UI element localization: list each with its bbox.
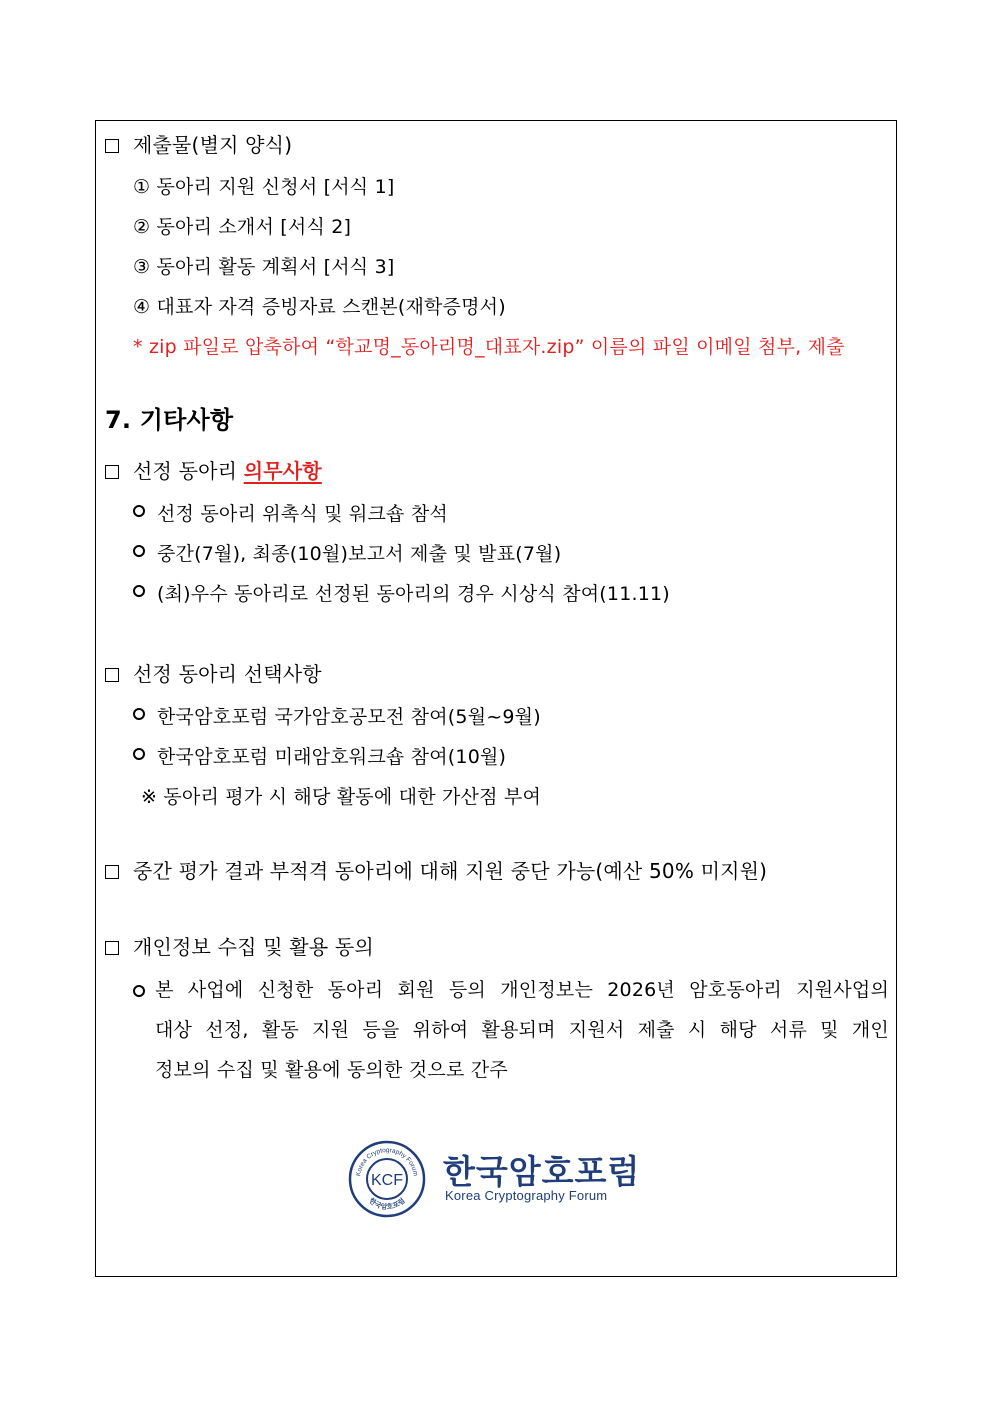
logo-name-en: Korea Cryptography Forum <box>445 1188 608 1203</box>
list-item: 중간(7월), 최종(10월)보고서 제출 및 발표(7월) <box>133 542 561 566</box>
content-frame <box>95 120 897 1277</box>
bullet-circle-icon <box>133 505 145 517</box>
midterm-line: 중간 평가 결과 부적격 동아리에 대해 지원 중단 가능(예산 50% 미지원) <box>105 859 767 883</box>
bullet-circle-icon <box>133 748 145 760</box>
list-item: (최)우수 동아리로 선정된 동아리의 경우 시상식 참여(11.11) <box>133 582 670 606</box>
seal-ring-top: Korea Cryptography Forum <box>355 1146 419 1177</box>
privacy-line: 본 사업에 신청한 동아리 회원 등의 개인정보는 2026년 암호동아리 지원사업의 <box>155 979 889 1001</box>
kcf-logo <box>348 1140 648 1218</box>
section-heading: 7. 기타사항 <box>105 406 234 434</box>
submission-item: ② 동아리 소개서 [서식 2] <box>133 216 352 238</box>
submission-item: ③ 동아리 활동 계획서 [서식 3] <box>133 256 395 278</box>
checkbox-square-icon <box>105 139 119 153</box>
kcf-seal-icon <box>348 1140 426 1218</box>
privacy-line: 대상 선정, 활동 지원 등을 위하여 활용되며 지원서 제출 시 해당 서류 및 개인 <box>155 1019 889 1041</box>
submission-item: ① 동아리 지원 신청서 [서식 1] <box>133 176 395 198</box>
list-item: 한국암호포럼 국가암호공모전 참여(5월~9월) <box>133 705 541 729</box>
bullet-circle-icon <box>133 985 145 997</box>
logo-name-kr: 한국암호포럼 <box>443 1152 641 1191</box>
privacy-title: 개인정보 수집 및 활용 동의 <box>105 935 374 959</box>
submission-note: * zip 파일로 압축하여 “학교명_동아리명_대표자.zip” 이름의 파일 이메일 첨부, 제출 <box>133 336 845 358</box>
options-note: ※ 동아리 평가 시 해당 활동에 대한 가산점 부여 <box>141 786 542 808</box>
list-item: 한국암호포럼 미래암호워크숍 참여(10월) <box>133 745 506 769</box>
options-title: 선정 동아리 선택사항 <box>105 662 322 686</box>
privacy-line: 정보의 수집 및 활용에 동의한 것으로 간주 <box>155 1059 508 1081</box>
checkbox-square-icon <box>105 465 119 479</box>
seal-text: KCF <box>371 1172 403 1189</box>
checkbox-square-icon <box>105 941 119 955</box>
bullet-circle-icon <box>133 585 145 597</box>
list-item: 선정 동아리 위촉식 및 워크숍 참석 <box>133 502 448 526</box>
duties-title: 선정 동아리 의무사항 <box>105 459 322 483</box>
bullet-circle-icon <box>133 708 145 720</box>
seal-ring-bottom: 한국암호포럼 <box>367 1196 407 1212</box>
submissions-title: 제출물(별지 양식) <box>105 133 292 157</box>
checkbox-square-icon <box>105 668 119 682</box>
submission-item: ④ 대표자 자격 증빙자료 스캔본(재학증명서) <box>133 296 506 318</box>
duties-highlight: 의무사항 <box>243 459 322 483</box>
bullet-circle-icon <box>133 545 145 557</box>
checkbox-square-icon <box>105 865 119 879</box>
